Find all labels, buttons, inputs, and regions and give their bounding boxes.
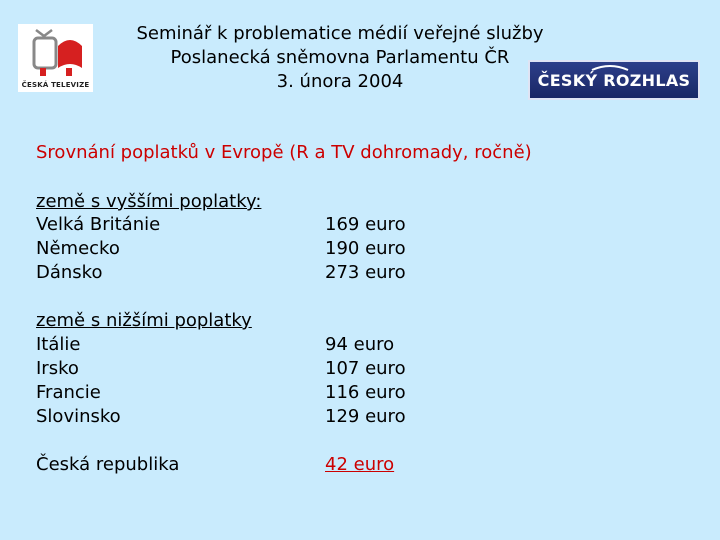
ct-logo-text: ČESKÁ TELEVIZE [21, 81, 90, 89]
cr-logo-text: ČESKÝ ROZHLAS [537, 70, 691, 90]
country-label: Slovinsko [36, 406, 121, 427]
country-label: Itálie [36, 334, 81, 355]
fee-value: 129 euro [325, 406, 406, 427]
fee-value: 273 euro [325, 262, 406, 283]
higher-fees-heading: země s vyššími poplatky: [36, 191, 262, 212]
header-line-1: Seminář k problematice médií veřejné služby [136, 23, 544, 44]
fee-value: 190 euro [325, 238, 406, 259]
country-label: Dánsko [36, 262, 103, 283]
page-subtitle: Srovnání poplatků v Evropě (R a TV dohromady, ročně) [36, 142, 532, 163]
czech-label: Česká republika [36, 454, 180, 475]
cesky-rozhlas-logo [528, 60, 700, 100]
country-label: Německo [36, 238, 120, 259]
czech-fee-value: 42 euro [325, 454, 395, 475]
fee-value: 94 euro [325, 334, 395, 355]
header-line-3: 3. února 2004 [276, 71, 404, 92]
fee-value: 169 euro [325, 214, 406, 235]
wave-icon [590, 64, 630, 74]
country-label: Irsko [36, 358, 79, 379]
fee-value: 116 euro [325, 382, 406, 403]
country-label: Francie [36, 382, 101, 403]
fee-value: 107 euro [325, 358, 406, 379]
header-line-2: Poslanecká sněmovna Parlamentu ČR [170, 47, 510, 68]
country-label: Velká Británie [36, 214, 161, 235]
lower-fees-heading: země s nižšími poplatky [36, 310, 252, 331]
